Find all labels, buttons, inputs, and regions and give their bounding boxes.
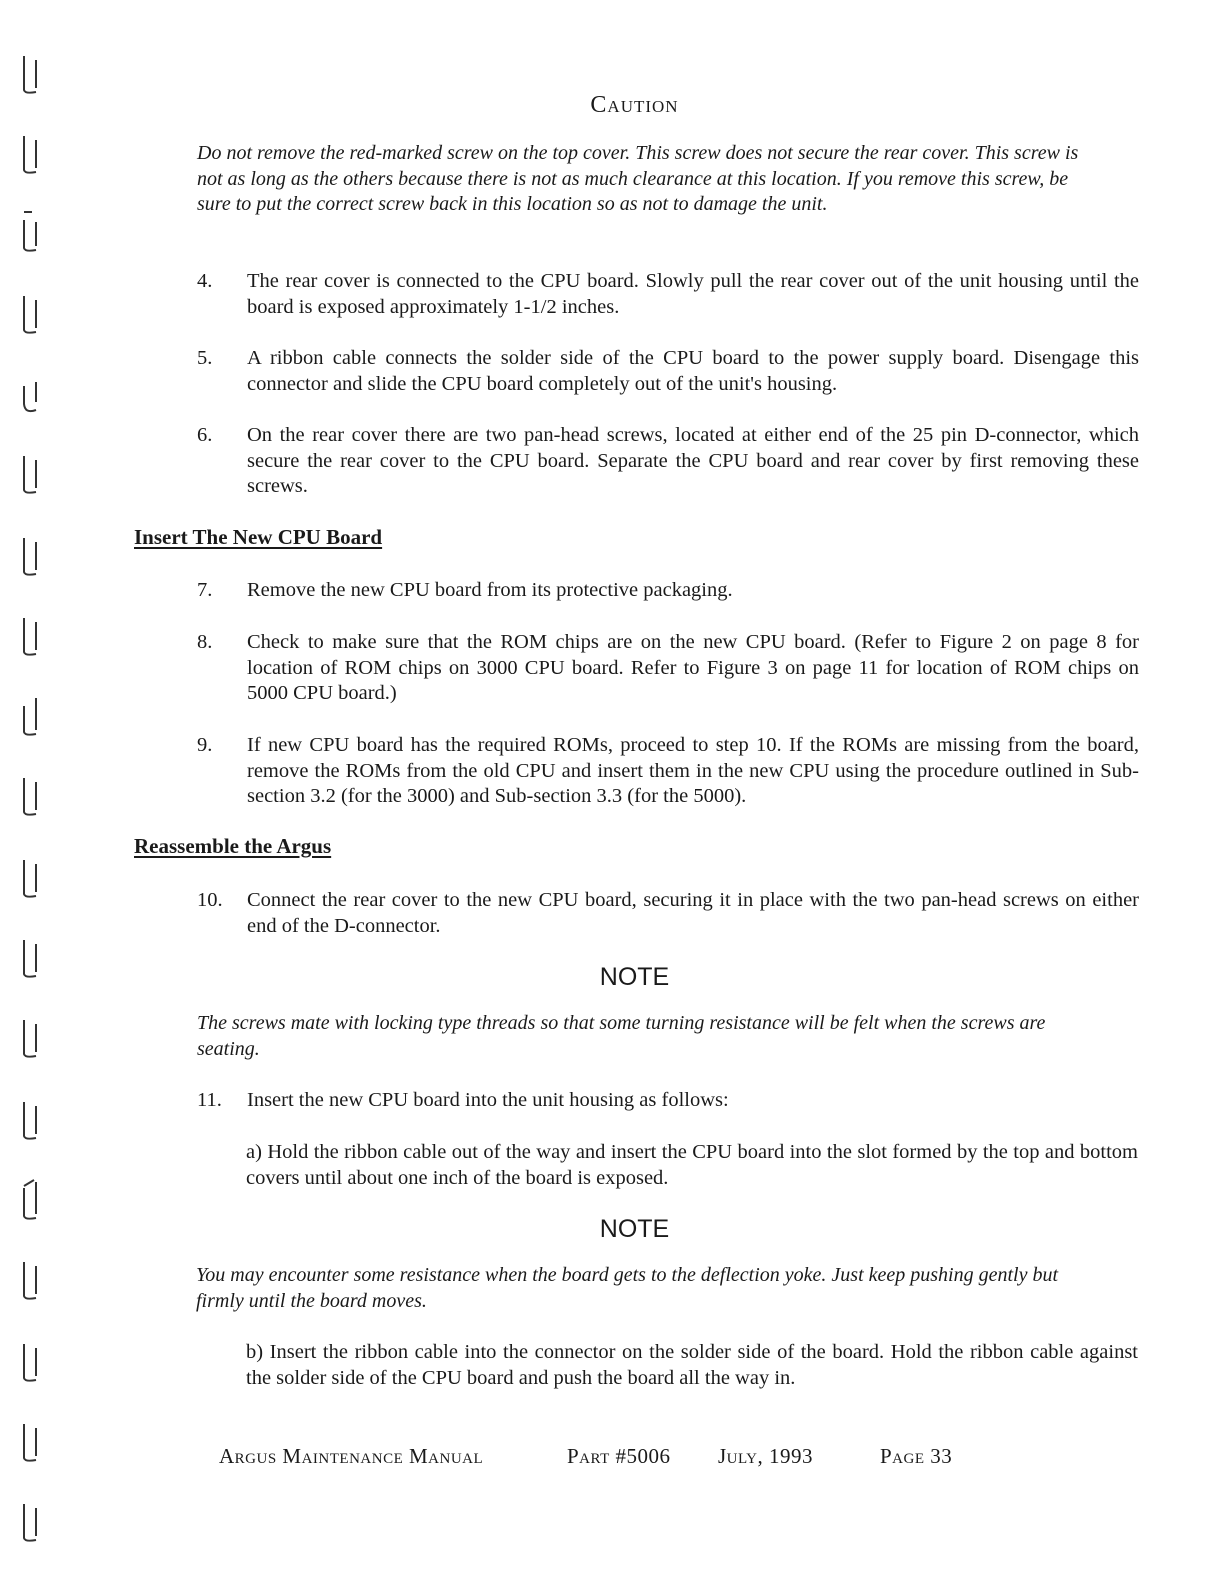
binder-ring-mark: [22, 210, 40, 254]
caution-text: Do not remove the red-marked screw on the top cover. This screw does not secure the rear cover. This screw is not as long as the others because there is not as much clearance at this location. If you remove this screw, be sure to put the correct screw back in this location so as not to damage the unit.: [197, 142, 1079, 215]
binder-ring-mark: [22, 132, 40, 176]
section-heading-insert: Insert The New CPU Board: [134, 525, 383, 549]
substep-b: b) Insert the ribbon cable into the connector on the solder side of the board. Hold the ribbon cable against the solder side of the CPU board and push the board all the way in.: [246, 1341, 1138, 1389]
step-number: 8.: [197, 631, 213, 653]
binder-ring-mark: [22, 534, 40, 578]
note-text: You may encounter some resistance when the board gets to the deflection yoke. Just keep pushing gently but firmly until the board moves.: [196, 1264, 1059, 1312]
binder-ring-mark: [22, 452, 40, 496]
binder-ring-mark: [22, 372, 40, 416]
step-text: Connect the rear cover to the new CPU board, securing it in place with the two pan-head screws on either end of the D-connector.: [247, 889, 1139, 937]
step-text: Check to make sure that the ROM chips are on the new CPU board. (Refer to Figure 2 on page 8 for location of ROM chips on 3000 CPU board. Refer to Figure 3 on page 11 for location of ROM chips on 5000 CPU board.): [247, 631, 1139, 704]
binder-ring-mark: [22, 774, 40, 818]
step-number: 10.: [197, 889, 223, 911]
step-text: If new CPU board has the required ROMs, proceed to step 10. If the ROMs are missing from the board, remove the ROMs from the old CPU and insert them in the new CPU using the procedure outlined in Sub-section 3.2 (for the 3000) and Sub-section 3.3 (for the 5000).: [247, 734, 1139, 807]
footer-part-number: Part #5006: [567, 1444, 671, 1468]
section-heading-reassemble: Reassemble the Argus: [134, 834, 332, 858]
footer-manual-title: Argus Maintenance Manual: [219, 1444, 484, 1468]
note-title: NOTE: [599, 1215, 670, 1243]
step-text: Insert the new CPU board into the unit housing as follows:: [247, 1089, 729, 1111]
binder-ring-mark: [22, 1258, 40, 1302]
footer-page-number: Page 33: [880, 1444, 953, 1468]
step-number: 5.: [197, 347, 213, 369]
step-text: On the rear cover there are two pan-head screws, located at either end of the 25 pin D-connector, which secure the rear cover to the CPU board. Separate the CPU board and rear cover by first removing these screws.: [247, 424, 1139, 497]
binder-ring-mark: [22, 292, 40, 336]
binder-ring-mark: [22, 1016, 40, 1060]
binder-ring-mark: [22, 614, 40, 658]
footer-date: July, 1993: [718, 1444, 813, 1468]
step-text: A ribbon cable connects the solder side of the CPU board to the power supply board. Disengage this connector and slide the CPU board completely out of the unit's housing.: [247, 347, 1139, 395]
note-title: NOTE: [599, 963, 670, 991]
substep-a: a) Hold the ribbon cable out of the way and insert the CPU board into the slot formed by the top and bottom covers until about one inch of the board is exposed.: [246, 1141, 1138, 1189]
step-text: The rear cover is connected to the CPU board. Slowly pull the rear cover out of the unit housing until the board is exposed approximately 1-1/2 inches.: [247, 270, 1139, 318]
binder-ring-mark: [22, 1420, 40, 1464]
binder-ring-mark: [22, 694, 40, 738]
note-text: The screws mate with locking type threads so that some turning resistance will be felt when the screws are seating.: [197, 1012, 1046, 1060]
binder-ring-mark: [22, 1340, 40, 1384]
step-text: Remove the new CPU board from its protective packaging.: [247, 579, 733, 601]
caution-title: Caution: [590, 92, 679, 118]
binder-ring-mark: [22, 856, 40, 900]
step-number: 4.: [197, 270, 213, 292]
step-number: 6.: [197, 424, 213, 446]
step-number: 7.: [197, 579, 213, 601]
binder-ring-mark: [22, 52, 40, 96]
binder-ring-mark: [22, 1098, 40, 1142]
binder-ring-mark: [22, 1500, 40, 1544]
step-number: 9.: [197, 734, 213, 756]
step-number: 11.: [197, 1089, 222, 1111]
